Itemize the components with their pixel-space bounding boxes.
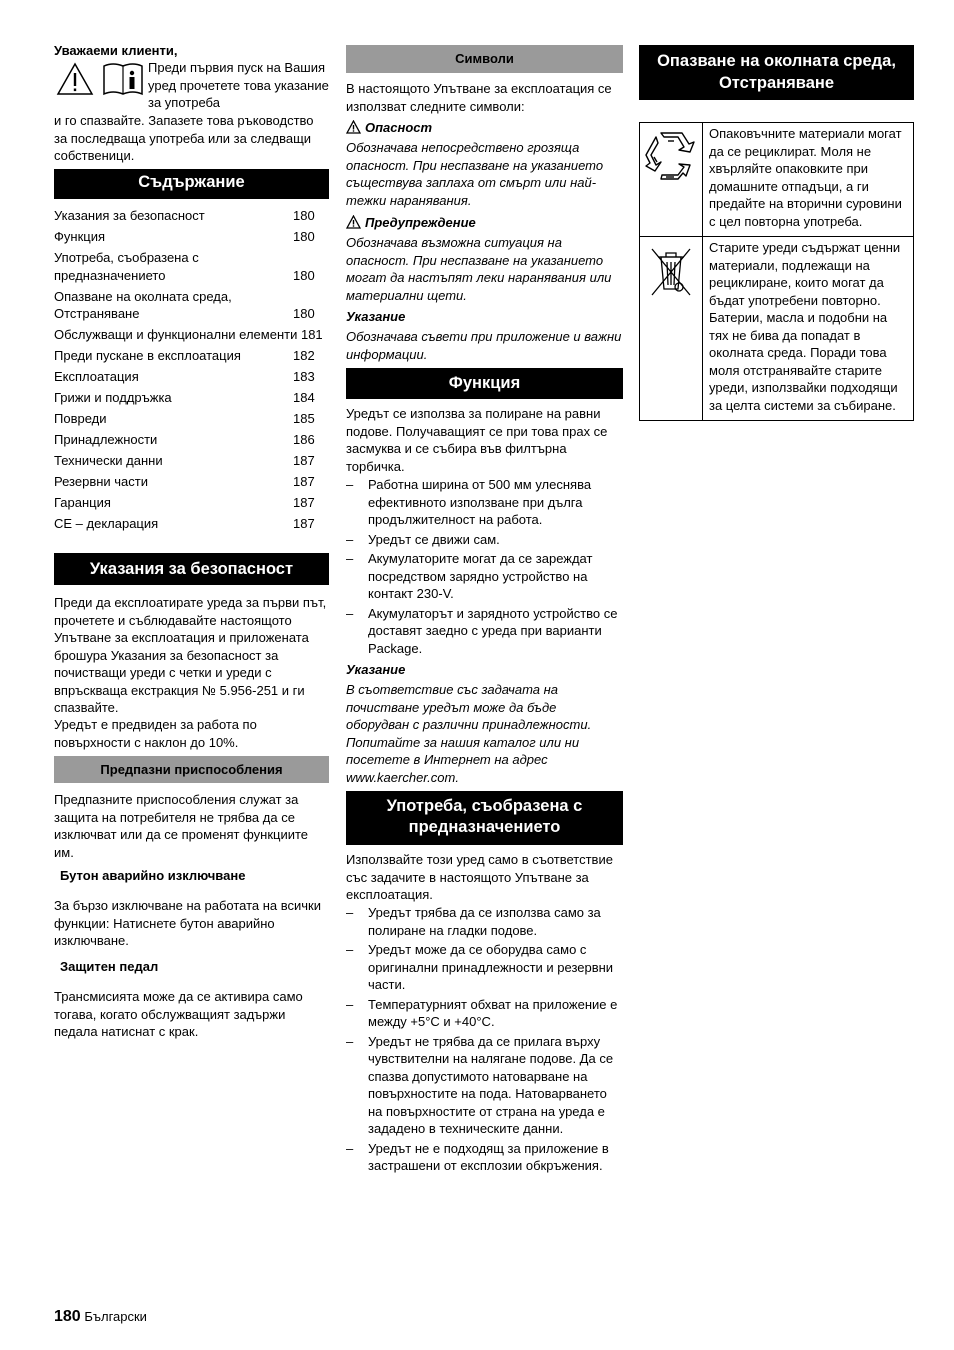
intro-rest-text: и го спазвайте. Запазете това ръководство за последваща употреба или за следващи собственици. (54, 113, 314, 163)
weee-icon-cell (640, 237, 703, 421)
toc-row[interactable] (54, 347, 329, 365)
list-item: – Температурният обхват на приложение е между +5°C и +40°C. (346, 996, 623, 1031)
toc-title: Преди пускане в експлоатация (54, 348, 241, 363)
emergency-stop-paragraph: За бързо изключване на работата на всички функции: Натиснете бутон аварийно изключване. (54, 898, 322, 948)
toc-row[interactable] (54, 207, 329, 225)
list-item: – Акумулаторът и зарядното устройство се доставят заедно с уреда при варианти Package. (346, 605, 623, 658)
toc-title: Експлоатация (54, 369, 139, 384)
intro-short-text: Преди първия пуск на Вашия уред прочетете това указание за употреба (148, 60, 329, 110)
toc-row[interactable] (54, 494, 329, 512)
safety-incline-paragraph: Уредът е предвиден за работа по повърхности с наклон до 10%. (54, 717, 257, 750)
list-item: – Уредът трябва да се използва само за полиране на гладки подове. (346, 904, 623, 939)
intended-use-heading: Употреба, съобразена с предназначението (346, 791, 623, 845)
packaging-recycle-text: Опаковъчните материали могат да се рециклират. Моля не хвърляйте опаковките при домашните отпадъци, а ги предайте на вторични суровини с цел повторна употреба. (709, 126, 902, 229)
list-item: – Уредът не е подходящ за приложение в застрашени от експлозии обкръжения. (346, 1140, 623, 1175)
list-item: – Уредът не трябва да се прилага върху чувствителни на налягане подове. Да се спазва допустимото натоварване на повърхностите на пода. Натоварването на повърхностите от страна на уреда е зададено в техническите данни. (346, 1033, 623, 1138)
safety-heading: Указания за безопасност (54, 553, 329, 585)
environment-table (639, 122, 914, 421)
toc-row[interactable] (54, 228, 329, 246)
table-of-contents (54, 207, 329, 536)
toc-title: Резервни части (54, 474, 148, 489)
toc-page: 180 (293, 229, 315, 244)
protective-devices-paragraph: Предпазните приспособления служат за защита на потребителя не трябва да се изключват или да се променят функциите им. (54, 792, 309, 860)
protective-devices-heading: Предпазни приспособления (54, 756, 329, 783)
danger-label: Опасност (365, 120, 433, 135)
danger-text: Обозначава непосредствено грозяща опасност. При неспазване на указанието съществува заплаха от смърт или най-тежки наранявания. (346, 140, 604, 208)
toc-row[interactable] (54, 249, 329, 284)
list-item: – Работна ширина от 500 мм улеснява ефективното използване при дълга продължителност на работа. (346, 476, 623, 529)
recycle-text-cell (703, 123, 914, 237)
warning-label: Предупреждение (365, 215, 476, 230)
note2-label: Указание (346, 662, 406, 677)
function-heading: Функция (346, 368, 623, 399)
toc-row[interactable] (54, 431, 329, 449)
toc-page: 187 (293, 453, 315, 468)
emergency-stop-heading: Бутон аварийно изключване (60, 868, 246, 883)
toc-title: Гаранция (54, 495, 111, 510)
toc-row[interactable] (54, 368, 329, 386)
toc-row[interactable] (54, 410, 329, 428)
crossed-bin-icon (646, 243, 696, 301)
intended-use-paragraph: Използвайте този уред само в съответствие със задачите в настоящото Упътване за експлоатация. (346, 852, 613, 902)
function-paragraph: Уредът се използва за полиране на равни подове. Получаващият се при това прах се засмуква и се събира във филтърна торбичка. (346, 406, 608, 474)
greeting: Уважаеми клиенти, (54, 43, 178, 58)
weee-text-cell (703, 237, 914, 421)
toc-title: Функция (54, 229, 105, 244)
caution-warning-icon (346, 215, 361, 229)
toc-title: CE – декларация (54, 516, 159, 531)
warning-text: Обозначава възможна ситуация на опасност. При неспазване на указанието могат да настъпят леки наранявания или материални щети. (346, 235, 612, 303)
note-label: Указание (346, 309, 406, 324)
recycle-icon (644, 129, 698, 183)
toc-row[interactable] (54, 288, 329, 323)
symbols-heading: Символи (346, 45, 623, 73)
warning-triangle-icon (56, 62, 94, 96)
safety-pedal-paragraph: Трансмисията може да се активира само тогава, когато обслужващият задържи педала натиснат с крак. (54, 989, 303, 1039)
read-manual-icon (102, 62, 144, 96)
toc-title: Принадлежности (54, 432, 158, 447)
toc-row[interactable] (54, 389, 329, 407)
table-row (640, 123, 914, 237)
intended-use-list (346, 904, 623, 1175)
toc-page: 180 (293, 306, 315, 321)
recycle-icon-cell (640, 123, 703, 237)
toc-title: Технически данни (54, 453, 163, 468)
toc-title: Грижи и поддръжка (54, 390, 172, 405)
toc-title: Употреба, съобразена с предназначението (54, 250, 199, 283)
toc-row[interactable] (54, 326, 329, 344)
toc-page: 187 (293, 474, 315, 489)
toc-page: 180 (293, 208, 315, 223)
toc-page: 185 (293, 411, 315, 426)
page-number: 180 (54, 1308, 81, 1325)
footer-language: Български (84, 1309, 147, 1324)
toc-page: 182 (293, 348, 315, 363)
toc-page: 187 (293, 495, 315, 510)
toc-title: Повреди (54, 411, 107, 426)
page-footer (54, 1308, 147, 1326)
danger-warning-icon (346, 120, 361, 134)
toc-title: Обслужващи и функционални елементи 181 (54, 327, 323, 342)
list-item: – Уредът се движи сам. (346, 531, 623, 549)
note-text: Обозначава съвети при приложение и важни информации. (346, 329, 622, 362)
toc-page: 180 (293, 267, 315, 283)
intro-icons (56, 62, 144, 98)
danger-label-line (346, 119, 432, 137)
function-list (346, 476, 623, 657)
toc-row[interactable] (54, 473, 329, 491)
toc-title: Опазване на околната среда, Отстраняване (54, 288, 232, 321)
toc-row[interactable] (54, 515, 329, 533)
old-appliance-disposal-text: Старите уреди съдържат ценни материали, подлежащи на рециклиране, които могат да бъдат употребени повторно. Батерии, масла и подобни на тях не бива да попадат в околната среда. Поради това моля отстранявайте старите уреди, използвайки подходящи за целта системи за събиране. (709, 240, 901, 413)
toc-page: 184 (293, 390, 315, 405)
list-item: – Акумулаторите могат да се зареждат посредством зарядно устройство на контакт 230-V. (346, 550, 623, 603)
toc-page: 186 (293, 432, 315, 447)
list-item: – Уредът може да се оборудва само с оригинални принадлежности и резервни части. (346, 941, 623, 994)
toc-page: 183 (293, 369, 315, 384)
note2-text: В съответствие със задачата на почистване уредът може да бъде оборудван с различни принадлежности. Попитайте за нашия каталог или ни посетете в Интернет на адрес www.kaercher.com. (346, 682, 592, 785)
toc-page: 187 (293, 516, 315, 531)
toc-heading: Съдържание (54, 169, 329, 199)
toc-title: Указания за безопасност (54, 208, 205, 223)
safety-paragraph: Преди да експлоатирате уреда за първи път, прочетете и съблюдавайте настоящото Упътване за експлоатация и приложената брошура Указания за безопасност за почистващи уреди с четки и уреди с впръскваща екстракция № 5.956-251 и ги спазвайте. (54, 595, 327, 715)
table-row (640, 237, 914, 421)
toc-row[interactable] (54, 452, 329, 470)
environment-heading: Опазване на околната среда, Отстраняване (639, 45, 914, 100)
warning-label-line (346, 214, 476, 232)
symbols-intro: В настоящото Упътване за експлоатация се използват следните символи: (346, 81, 612, 114)
safety-pedal-heading: Защитен педал (60, 959, 159, 974)
